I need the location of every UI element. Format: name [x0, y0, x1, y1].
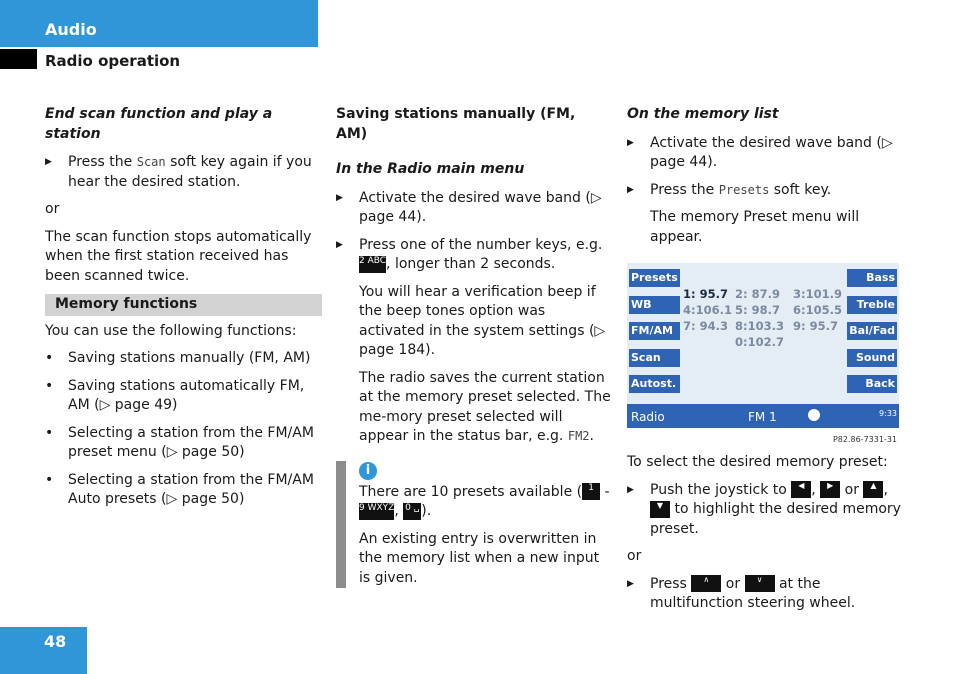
softkey-presets: Presets — [718, 182, 770, 197]
step-end-scan: ▶ Press the Scan soft key again if you hear the desired station. — [45, 154, 312, 190]
arrow-icon: ▶ — [336, 239, 343, 250]
info-note — [336, 461, 611, 589]
preset-cell: 1: 95.7 — [683, 287, 728, 301]
right-arrow-icon: ▶ — [820, 481, 840, 498]
wheel-down-icon: ∨ — [745, 575, 775, 592]
preset-cell: 0:102.7 — [735, 335, 784, 349]
screen-btn-balfad: Bal/Fad — [847, 322, 897, 340]
step-joystick: ▶ Push the joystick to ◀ , ▶ or ▲ , ▼ to highlight the desired memory preset. — [627, 481, 901, 537]
memory-intro: You can use the following functions: — [45, 322, 297, 339]
status-time: 9:33 — [879, 409, 897, 418]
wheel-up-icon: ∧ — [691, 575, 721, 592]
arrow-icon: ▶ — [627, 184, 634, 195]
arrow-icon: ▶ — [45, 157, 52, 167]
key-9-icon: 9 WXYZ — [359, 503, 394, 520]
key-2-icon: 2 ABC — [359, 256, 386, 273]
column-3 — [627, 105, 902, 622]
status-bar — [627, 404, 899, 428]
column-2 — [336, 105, 611, 596]
screen-btn-treble: Treble — [847, 296, 897, 314]
preset-cell: 6:105.5 — [793, 303, 842, 317]
info-icon: i — [359, 462, 377, 480]
arrow-icon: ▶ — [336, 192, 343, 203]
screen-btn-scan: Scan — [629, 349, 680, 367]
preset-cell: 5: 98.7 — [735, 303, 780, 317]
down-arrow-icon: ▼ — [650, 501, 670, 518]
disc-icon — [808, 409, 820, 421]
up-arrow-icon: ▲ — [863, 481, 883, 498]
list-item: • Selecting a station from the FM/AM preset menu (▷ page 50) — [45, 424, 314, 460]
left-arrow-icon: ◀ — [791, 481, 811, 498]
heading-end-scan: End scan function and play a station — [45, 106, 273, 142]
note-presets: There are 10 presets available ( 1 - 9 WXYZ, 0 ␣ ). — [359, 483, 610, 519]
preset-cell: 8:103.3 — [735, 319, 784, 333]
key-1-icon: 1 — [582, 483, 600, 500]
screen-btn-presets: Presets — [629, 269, 680, 287]
section-title: Radio operation — [45, 52, 181, 70]
step-number-key: ▶ Press one of the number keys, e.g. 2 ABC, longer than 2 seconds. — [336, 236, 603, 272]
preset-cell: 9: 95.7 — [793, 319, 838, 333]
screen-btn-wb: WB — [629, 296, 680, 314]
subheading-radio-menu: In the Radio main menu — [336, 161, 525, 177]
screen-btn-fmam: FM/AM — [629, 322, 680, 340]
preset-menu-result: The memory Preset menu will appear. — [650, 209, 860, 245]
list-item: • Saving stations manually (FM, AM) — [45, 350, 311, 366]
step-steering-wheel: ▶ Press ∧ or ∨ at the multifunction steering wheel. — [627, 575, 856, 611]
arrow-icon: ▶ — [627, 484, 634, 495]
column-1 — [45, 105, 320, 518]
page-number: 48 — [44, 632, 67, 651]
screen-btn-sound: Sound — [847, 349, 897, 367]
or-text: or — [45, 201, 60, 217]
heading-memory-list: On the memory list — [627, 106, 779, 122]
section-marker — [0, 49, 37, 69]
step-presets-key: ▶ Press the Presets soft key. — [627, 181, 902, 201]
arrow-icon: ▶ — [627, 578, 634, 589]
figure-caption: P82.86-7331-31 — [832, 435, 897, 444]
list-item: • Saving stations automatically FM, AM (▷ page 49) — [45, 377, 305, 413]
section-memory-functions: Memory functions — [45, 294, 322, 316]
status-radio: Radio — [631, 410, 665, 424]
scan-stop-para: The scan function stops automatically when the first station received has been scanned twice. — [45, 228, 312, 284]
screen-btn-back: Back — [847, 375, 897, 393]
verification-para: You will hear a verification beep if the beep tones option was activated in the system settings (▷ page 184). — [359, 283, 606, 358]
list-item: • Selecting a station from the FM/AM Auto presets (▷ page 50) — [45, 471, 314, 507]
screen-btn-autost: Autost. — [629, 375, 680, 393]
preset-cell: 3:101.9 — [793, 287, 842, 301]
softkey-scan: Scan — [136, 155, 166, 169]
preset-cell: 4:106.1 — [683, 303, 732, 317]
or-text: or — [627, 548, 642, 564]
select-intro: To select the desired memory preset: — [627, 454, 888, 470]
screen-btn-bass: Bass — [847, 269, 897, 287]
radio-screen — [627, 263, 899, 444]
step-wave-band: ▶ Activate the desired wave band (▷ page 44). — [627, 134, 893, 170]
key-0-icon: 0 ␣ — [403, 503, 421, 520]
status-code: FM2 — [567, 429, 590, 443]
step-wave-band: ▶ Activate the desired wave band (▷ page 44). — [336, 189, 602, 225]
heading-saving-manually: Saving stations manually (FM, AM) — [336, 106, 576, 142]
radio-saves-para: The radio saves the current station at the memory preset selected. The me-mory preset selected will appear in the status bar, e.g. FM2. — [359, 369, 611, 444]
status-band: FM 1 — [748, 410, 777, 424]
preset-cell: 7: 94.3 — [683, 319, 728, 333]
preset-cell: 2: 87.9 — [735, 287, 780, 301]
chapter-title: Audio — [45, 20, 97, 39]
arrow-icon: ▶ — [627, 137, 634, 148]
note-overwrite: An existing entry is overwritten in the memory list when a new input is given. — [359, 530, 600, 586]
